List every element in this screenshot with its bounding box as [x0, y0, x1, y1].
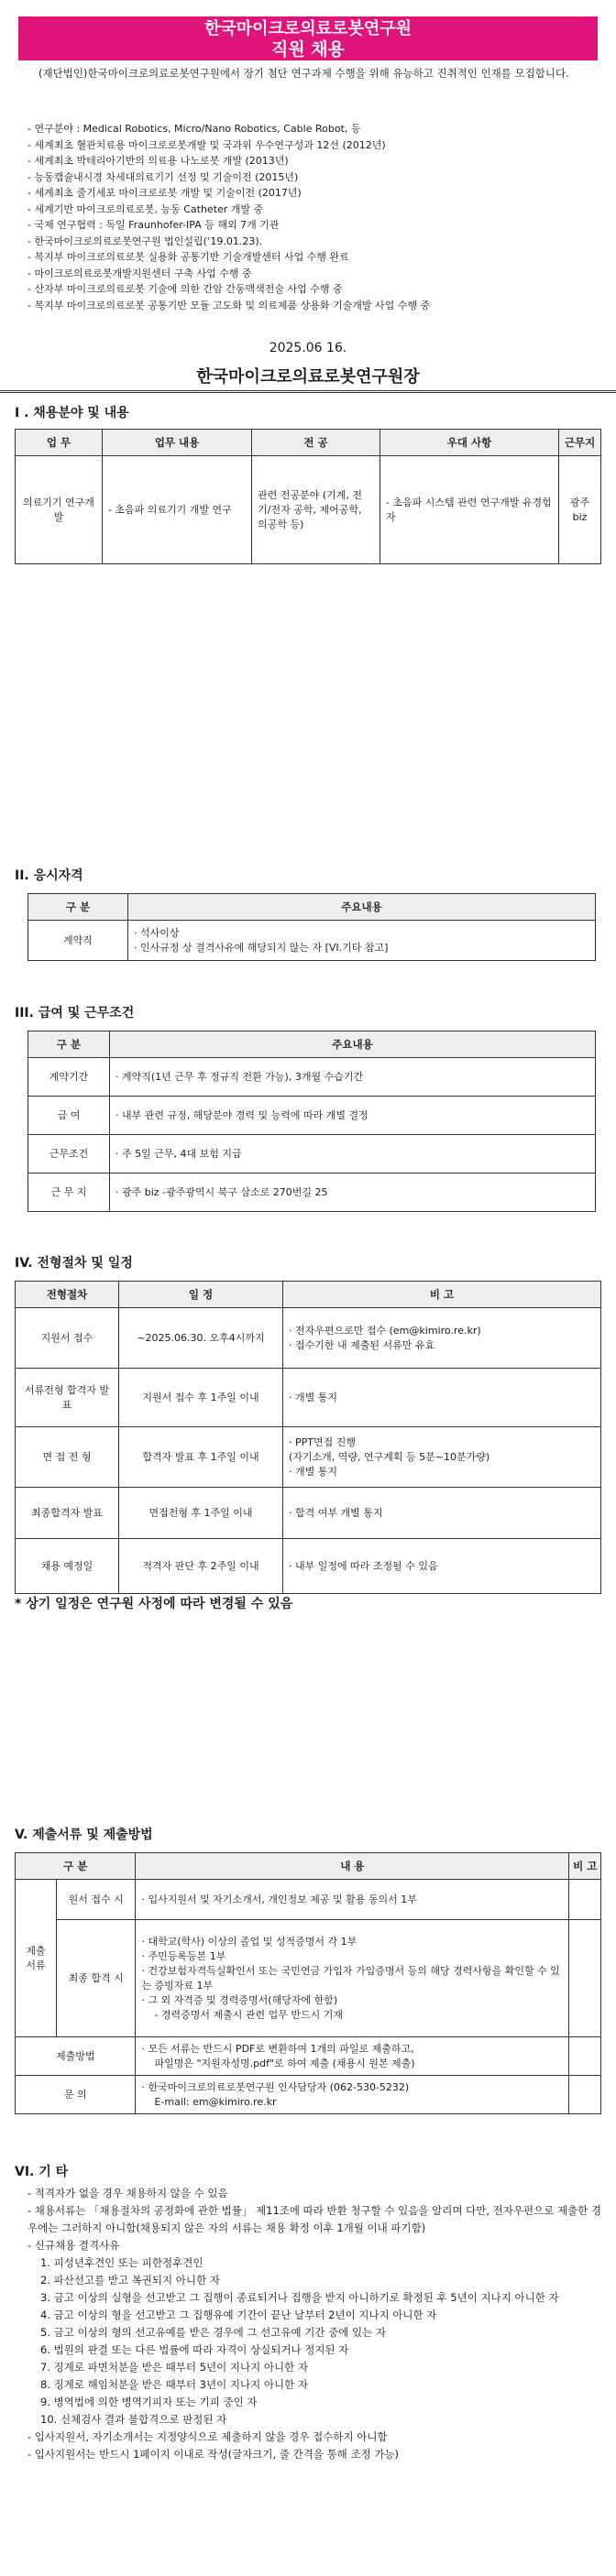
- job-work: 의료기기 연구개발: [16, 456, 103, 564]
- signature: 한국마이크로의료로봇연구원장: [196, 367, 420, 387]
- salary-key: 계약기간: [28, 1058, 110, 1097]
- etc-line: - 적격자가 없을 경우 채용하지 않을 수 있음: [28, 2187, 228, 2199]
- documents-contact-label: 문 의: [16, 2076, 136, 2114]
- history-item: - 세계기반 마이크로의료로봇, 능동 Catheter 개발 중: [28, 202, 596, 218]
- schedule-date: 합격자 발표 후 1주일 이내: [119, 1427, 283, 1488]
- col-header: 구 분: [28, 894, 128, 921]
- etc-line: - 신규채용 결격사유: [28, 2239, 120, 2252]
- history-item: - 능동캡슐내시경 차세대의료기기 선정 및 기술이전 (2015년): [28, 169, 596, 186]
- documents-group-label: 제출 서류: [16, 1880, 57, 2037]
- etc-line: 5. 금고 이상의 형의 선고유예를 받은 경우에 그 선고유예 기간 중에 있는 자: [40, 2326, 386, 2339]
- history-item: - 복지부 마이크로의료로봇 공통기반 모듈 고도화 및 의료제품 상용화 기술개발 사업 수행 중: [28, 298, 596, 314]
- schedule-date: ~2025.06.30. 오후4시까지: [119, 1308, 283, 1369]
- schedule-step: 서류전형 합격자 발표: [16, 1369, 119, 1427]
- salary-value: · 주 5일 근무, 4대 보험 지급: [110, 1135, 596, 1173]
- history-item: - 국제 연구협력 : 독일 Fraunhofer-IPA 등 해외 7개 기관: [28, 217, 596, 234]
- etc-line: 4. 금고 이상의 형을 선고받고 그 집행유예 기간이 끝난 날부터 2년이 지나지 아니한 자: [40, 2309, 437, 2321]
- documents-method: [136, 2037, 569, 2076]
- schedule-notes: [283, 1427, 601, 1488]
- schedule-notes: [283, 1308, 601, 1369]
- col-header: 전형절차: [16, 1282, 119, 1308]
- documents-final-label: 최종 합격 시: [57, 1920, 136, 2037]
- intro-text: [22, 64, 598, 82]
- etc-line: 3. 금고 이상의 실형을 선고받고 그 집행이 종료되거나 집행을 받지 아니하기로 확정된 후 5년이 지나지 아니한 자: [40, 2291, 559, 2304]
- section-3-heading: III. 급여 및 근무조건: [15, 1006, 135, 1021]
- etc-line: 2. 파산선고를 받고 복권되지 아니한 자: [40, 2274, 220, 2287]
- history-item: - 복지부 마이크로의료로봇 실용화 공통기반 기술개발센터 사업 수행 완료: [28, 249, 596, 266]
- schedule-notes: [283, 1539, 601, 1594]
- job-place: 광주 biz: [559, 456, 601, 564]
- section-2-heading: II. 응시자격: [15, 868, 83, 883]
- documents-method-label: 제출방법: [16, 2037, 136, 2076]
- documents-contact-line: E-mail: em@kimiro.re.kr: [154, 2095, 277, 2108]
- documents-method-line: 파일명은 "지원자성명.pdf"로 하여 제출 (채용시 원본 제출): [154, 2057, 415, 2069]
- documents-contact-line: · 한국마이크로의료로봇연구원 인사담당자 (062-530-5232): [141, 2080, 563, 2095]
- col-header: 비 고: [569, 1853, 601, 1880]
- documents-final-line: · 주민등록등본 1부: [141, 1949, 563, 1964]
- job-preference: - 초음파 시스템 관련 연구개발 유경험자: [380, 456, 558, 564]
- schedule-step: 채용 예정일: [16, 1539, 119, 1594]
- col-header: 근무지: [559, 430, 601, 456]
- schedule-step: 지원서 접수: [16, 1308, 119, 1369]
- section-4-heading: IV. 전형절차 및 일정: [15, 1256, 133, 1271]
- col-header: 일 정: [119, 1282, 283, 1308]
- salary-value: · 내부 관련 규정, 해당분야 경력 및 능력에 따라 개별 결정: [110, 1097, 596, 1135]
- col-header: 주요내용: [110, 1031, 596, 1058]
- etc-line: 9. 병역법에 의한 병역기피자 또는 기피 중인 자: [40, 2396, 258, 2408]
- documents-remark: [569, 2076, 601, 2114]
- history-item: - 산자부 마이크로의료로봇 기술에 의한 간암 간동맥색전술 사업 수행 중: [28, 281, 596, 298]
- documents-final-line: · 그 외 자격증 및 경력증명서(해당자에 한함): [141, 1993, 563, 2008]
- documents-final-line: - 경력증명서 제출시 관련 업무 반드시 기재: [154, 2008, 344, 2021]
- etc-line: 10. 신체검사 결과 불합격으로 판정된 자: [40, 2413, 227, 2426]
- schedule-note: · 개별 통지: [289, 1391, 595, 1405]
- salary-key: 근무조건: [28, 1135, 110, 1173]
- schedule-date: 적격자 판단 후 2주일 이내: [119, 1539, 283, 1594]
- col-header: 구 분: [28, 1031, 110, 1058]
- job-table: [15, 429, 601, 564]
- col-header: 업무 내용: [102, 430, 251, 456]
- qualification-label: 계약직: [28, 921, 128, 961]
- col-header: 우대 사항: [380, 430, 558, 456]
- section-5-heading: V. 제출서류 및 제출방법: [15, 1828, 153, 1842]
- col-header: 업 무: [16, 430, 103, 456]
- documents-apply-text: · 입사지원서 및 자기소개서, 개인정보 제공 및 활용 동의서 1부: [136, 1880, 569, 1920]
- documents-apply-label: 원서 접수 시: [57, 1880, 136, 1920]
- page-title: 직원 채용: [270, 39, 346, 60]
- etc-line: - 입사지원서는 반드시 1페이지 이내로 작성(글자크기, 줄 간격을 통해 조정 가능): [28, 2448, 400, 2461]
- history-item: - 세계최초 혈관치료용 마이크로로봇개발 및 국과위 우수연구성과 12선 (2012년): [28, 137, 596, 154]
- history-item: - 연구분야 : Medical Robotics, Micro/Nano Robotics, Cable Robot, 등: [28, 121, 596, 137]
- etc-line: 8. 징계로 해임처분을 받은 때부터 3년이 지나지 아니한 자: [40, 2378, 308, 2391]
- post-date: 2025.06 16.: [269, 341, 347, 355]
- col-header: 전 공: [252, 430, 380, 456]
- col-header: 주요내용: [128, 894, 596, 921]
- salary-value: · 계약직(1년 근무 후 정규직 전환 가능), 3개월 수습기간: [110, 1058, 596, 1097]
- org-name: 한국마이크로의료로봇연구원: [204, 19, 412, 38]
- divider: [0, 390, 616, 393]
- history-item: - 마이크로의료로봇개발지원센터 구축 사업 수행 중: [28, 266, 596, 282]
- col-header: 구 분: [16, 1853, 136, 1880]
- documents-final-line: · 대학교(학사) 이상의 졸업 및 성적증명서 각 1부: [141, 1935, 563, 1949]
- col-header: 내 용: [136, 1853, 569, 1880]
- salary-key: 근 무 지: [28, 1173, 110, 1212]
- documents-method-line: · 모든 서류는 반드시 PDF로 변환하여 1개의 파일로 제출하고,: [141, 2042, 563, 2057]
- schedule-note: · 내부 일정에 따라 조정될 수 있음: [289, 1559, 595, 1574]
- qualification-line: · 인사규정 상 결격사유에 해당되지 않는 자 [VI.기타 참고]: [134, 941, 589, 955]
- qualification-line: · 석사이상: [134, 926, 589, 941]
- schedule-step: 면 접 전 형: [16, 1427, 119, 1488]
- etc-list: [28, 2185, 603, 2463]
- documents-final-line: · 건강보험자격득실확인서 또는 국민연금 가입자 가입증명서 등의 해당 경력사항을 확인할 수 있는 증빙자료 1부: [141, 1964, 563, 1993]
- schedule-notes: [283, 1369, 601, 1427]
- history-list: [28, 121, 596, 313]
- salary-value: · 광주 biz -광주광역시 북구 삼소로 270번길 25: [110, 1173, 596, 1212]
- schedule-note: (자기소개, 역량, 연구계획 등 5분~10분가량): [289, 1450, 490, 1463]
- salary-table: [28, 1031, 596, 1212]
- schedule-notes: [283, 1488, 601, 1539]
- schedule-note-text: * 상기 일정은 연구원 사정에 따라 변경될 수 있음: [15, 1597, 293, 1611]
- etc-line: - 채용서류는 「채용절차의 공정화에 관한 법률」 제11조에 따라 반환 청구할 수 있음을 알리며 다만, 전자우편으로 제출한 경우에는 그러하지 아니함(채용되지 않은 자의 서류는 채용 확정 이후 1개월 이내 파기함): [28, 2204, 602, 2234]
- job-content: - 초음파 의료기기 개발 연구: [102, 456, 251, 564]
- section-1-heading: I . 채용분야 및 내용: [15, 406, 129, 420]
- col-header: 비 고: [283, 1282, 601, 1308]
- job-major: 관련 전공분야 (기계, 전기/전자 공학, 제어공학, 의공학 등): [252, 456, 380, 564]
- schedule-note: · 개별 통지: [289, 1465, 595, 1479]
- schedule-note: · 합격 여부 개별 통지: [289, 1506, 595, 1521]
- documents-table: [15, 1852, 601, 2114]
- qualification-table: [28, 893, 596, 961]
- documents-final-list: [136, 1920, 569, 2037]
- documents-contact: [136, 2076, 569, 2114]
- schedule-note: · 접수기한 내 제출된 서류만 유효: [289, 1338, 595, 1353]
- salary-key: 급 여: [28, 1097, 110, 1135]
- schedule-note: · PPT면접 진행: [289, 1435, 595, 1450]
- etc-line: 7. 징계로 파면처분을 받은 때부터 5년이 지나지 아니한 자: [40, 2361, 308, 2374]
- documents-remark: [569, 1880, 601, 1920]
- intro-paragraph: (재단법인)한국마이크로의료로봇연구원에서 장기 첨단 연구과제 수행을 위해 유능하고 진취적인 인재를 모집합니다.: [38, 67, 569, 80]
- schedule-date: 면접전형 후 1주일 이내: [119, 1488, 283, 1539]
- history-item: - 세계최초 박테리아기반의 의료용 나노로봇 개발 (2013년): [28, 153, 596, 169]
- schedule-table: [15, 1281, 601, 1594]
- schedule-step: 최종합격자 발표: [16, 1488, 119, 1539]
- documents-remark: [569, 2037, 601, 2076]
- documents-remark: [569, 1920, 601, 2037]
- qualification-content: [128, 921, 596, 961]
- schedule-date: 지원서 접수 후 1주일 이내: [119, 1369, 283, 1427]
- etc-line: 6. 법원의 판결 또는 다른 법률에 따라 자격이 상실되거나 정지된 자: [40, 2343, 349, 2356]
- etc-line: 1. 피성년후견인 또는 피한정후견인: [40, 2256, 204, 2269]
- section-6-heading: VI. 기 타: [15, 2165, 69, 2179]
- header-banner: [18, 16, 598, 60]
- history-item: - 세계최초 줄기세포 마이크로로봇 개발 및 기술이전 (2017년): [28, 185, 596, 202]
- schedule-note: · 전자우편으로만 접수 (em@kimiro.re.kr): [289, 1324, 595, 1338]
- etc-line: - 입사지원서, 자기소개서는 지정양식으로 제출하지 않을 경우 접수하지 아니함: [28, 2430, 388, 2443]
- history-item: - 한국마이크로의료로봇연구원 법인설립(‘19.01.23).: [28, 234, 596, 250]
